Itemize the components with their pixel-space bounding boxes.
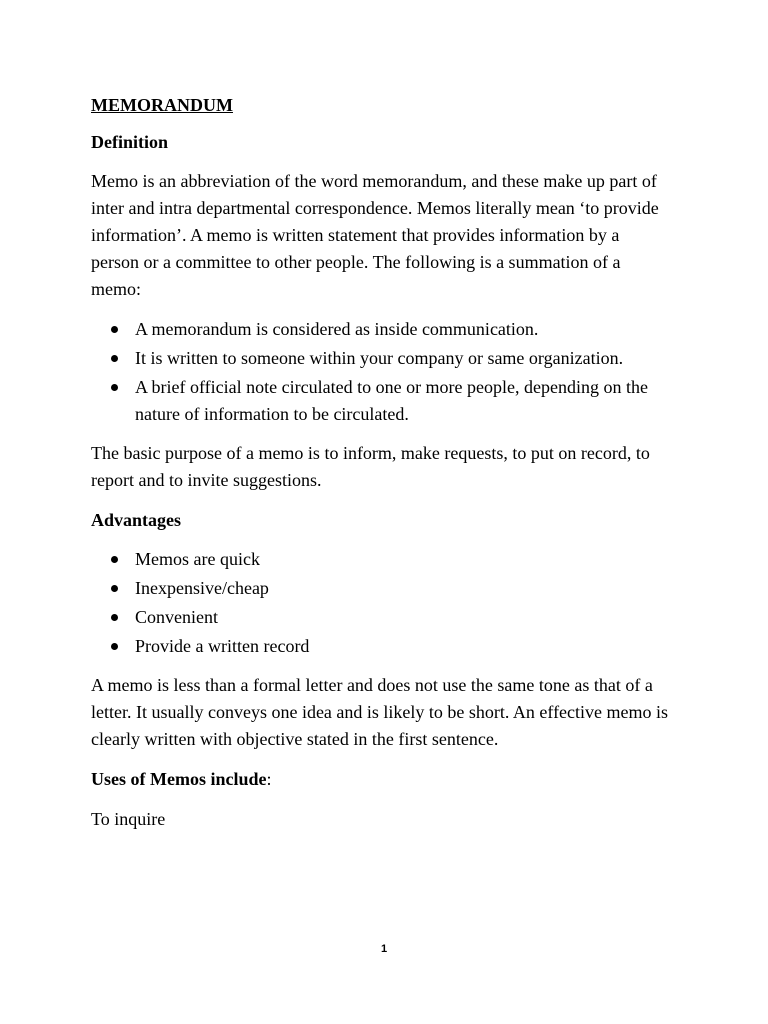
- purpose-paragraph: The basic purpose of a memo is to inform, make requests, to put on record, to report and to invite suggestions.: [91, 443, 650, 490]
- bullet-icon: [111, 326, 118, 333]
- summation-list: [91, 316, 671, 428]
- uses-first-item: To inquire: [91, 809, 166, 829]
- list-item: [135, 575, 671, 602]
- document-body: [91, 92, 671, 846]
- list-item-text: A brief official note circulated to one or more people, depending on the nature of information to be circulated.: [135, 377, 648, 424]
- list-item-text: Memos are quick: [135, 549, 260, 569]
- list-item-text: Provide a written record: [135, 636, 310, 656]
- list-item-text: It is written to someone within your company or same organization.: [135, 348, 624, 368]
- list-item-text: Convenient: [135, 607, 218, 627]
- bullet-icon: [111, 643, 118, 650]
- list-item: [135, 316, 671, 343]
- bullet-icon: [111, 556, 118, 563]
- list-item-text: A memorandum is considered as inside communication.: [135, 319, 539, 339]
- list-item: [135, 546, 671, 573]
- list-item: [135, 374, 671, 428]
- bullet-icon: [111, 384, 118, 391]
- uses-heading: Uses of Memos include: [91, 769, 267, 789]
- list-item-text: Inexpensive/cheap: [135, 578, 269, 598]
- comparison-paragraph: A memo is less than a formal letter and does not use the same tone as that of a letter. It usually conveys one idea and is likely to be short. An effective memo is clearly written with objective stated in the first sentence.: [91, 675, 669, 749]
- bullet-icon: [111, 355, 118, 362]
- bullet-icon: [111, 614, 118, 621]
- advantages-list: [91, 546, 671, 660]
- advantages-heading: Advantages: [91, 510, 182, 530]
- definition-heading: Definition: [91, 132, 169, 152]
- uses-heading-line: [91, 766, 671, 793]
- document-title: MEMORANDUM: [91, 95, 233, 115]
- definition-paragraph: Memo is an abbreviation of the word memorandum, and these make up part of inter and intra departmental correspondence. Memos literally mean ‘to provide information’. A memo is written statement that provides information by a person or a committee to other people. The following is a summation of a memo:: [91, 171, 659, 299]
- page-number: 1: [380, 943, 388, 955]
- bullet-icon: [111, 585, 118, 592]
- list-item: [135, 604, 671, 631]
- list-item: [135, 345, 671, 372]
- uses-heading-colon: :: [266, 769, 272, 789]
- list-item: [135, 633, 671, 660]
